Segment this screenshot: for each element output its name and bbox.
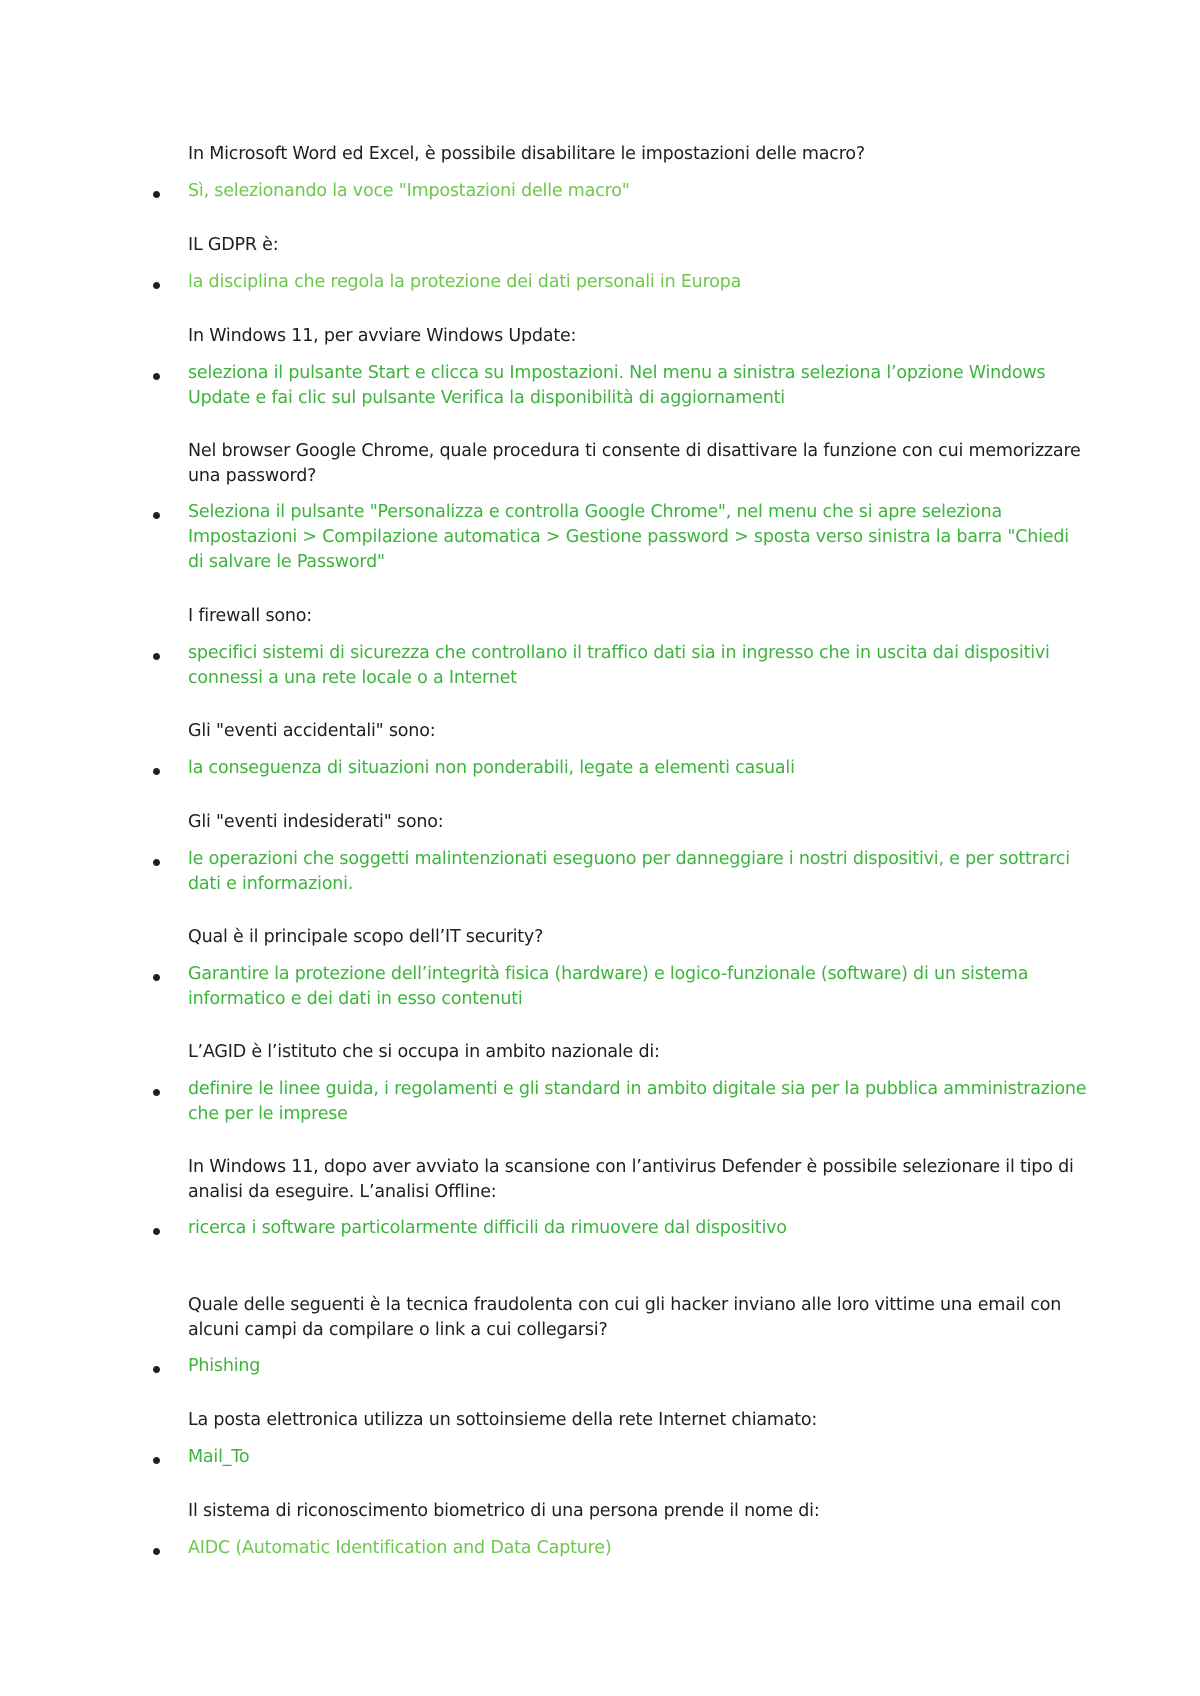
answer-text: Seleziona il pulsante "Personalizza e controlla Google Chrome", nel menu che si apre seleziona Impostazioni > Compilazione automatica > Gestione password > sposta verso sinistra la barra "Chiedi di salvare le Password" [188, 502, 1069, 572]
question-text: IL GDPR è: [188, 235, 279, 255]
bullet-icon [153, 1457, 160, 1464]
question-text: In Windows 11, dopo aver avviato la scansione con l’antivirus Defender è possibile selezionare il tipo di analisi da eseguire. L’analisi Offline: [188, 1157, 1074, 1202]
answer-text: la disciplina che regola la protezione dei dati personali in Europa [188, 272, 742, 292]
answer-text: Garantire la protezione dell’integrità fisica (hardware) e logico-funzionale (software) di un sistema informatico e dei dati in esso contenuti [188, 964, 1029, 1009]
question-text: In Windows 11, per avviare Windows Update: [188, 326, 577, 346]
answer-text: la conseguenza di situazioni non ponderabili, legate a elementi casuali [188, 758, 795, 778]
answer-text: specifici sistemi di sicurezza che controllano il traffico dati sia in ingresso che in uscita dai dispositivi connessi a una rete locale o a Internet [188, 643, 1050, 688]
bullet-icon [153, 512, 160, 519]
answer-text: definire le linee guida, i regolamenti e gli standard in ambito digitale sia per la pubblica amministrazione che per le imprese [188, 1079, 1087, 1124]
question-text: Quale delle seguenti è la tecnica fraudolenta con cui gli hacker inviano alle loro vittime una email con alcuni campi da compilare o link a cui collegarsi? [188, 1295, 1062, 1340]
question-text: La posta elettronica utilizza un sottoinsieme della rete Internet chiamato: [188, 1410, 818, 1430]
answer-text: AIDC (Automatic Identification and Data Capture) [188, 1538, 612, 1558]
question-text: Gli "eventi accidentali" sono: [188, 721, 436, 741]
answer-text: Sì, selezionando la voce "Impostazioni delle macro" [188, 181, 630, 201]
answer-text: seleziona il pulsante Start e clicca su Impostazioni. Nel menu a sinistra seleziona l’opzione Windows Update e fai clic sul pulsante Verifica la disponibilità di aggiornamenti [188, 363, 1046, 408]
question-text: In Microsoft Word ed Excel, è possibile disabilitare le impostazioni delle macro? [188, 144, 865, 164]
answer-text: Mail_To [188, 1447, 250, 1467]
question-text: L’AGID è l’istituto che si occupa in ambito nazionale di: [188, 1042, 660, 1062]
bullet-icon [153, 282, 160, 289]
answer-text: Phishing [188, 1356, 261, 1376]
question-text: Il sistema di riconoscimento biometrico di una persona prende il nome di: [188, 1501, 820, 1521]
bullet-icon [153, 859, 160, 866]
bullet-icon [153, 373, 160, 380]
bullet-icon [153, 974, 160, 981]
bullet-icon [153, 768, 160, 775]
question-text: Qual è il principale scopo dell’IT security? [188, 927, 544, 947]
bullet-icon [153, 191, 160, 198]
answer-text: le operazioni che soggetti malintenzionati eseguono per danneggiare i nostri dispositivi, e per sottrarci dati e informazioni. [188, 849, 1070, 894]
bullet-icon [153, 1548, 160, 1555]
question-text: Nel browser Google Chrome, quale procedura ti consente di disattivare la funzione con cui memorizzare una password? [188, 441, 1081, 486]
question-text: I firewall sono: [188, 606, 312, 626]
bullet-icon [153, 1366, 160, 1373]
answer-text: ricerca i software particolarmente difficili da rimuovere dal dispositivo [188, 1218, 787, 1238]
bullet-icon [153, 653, 160, 660]
bullet-icon [153, 1089, 160, 1096]
question-text: Gli "eventi indesiderati" sono: [188, 812, 444, 832]
bullet-icon [153, 1228, 160, 1235]
